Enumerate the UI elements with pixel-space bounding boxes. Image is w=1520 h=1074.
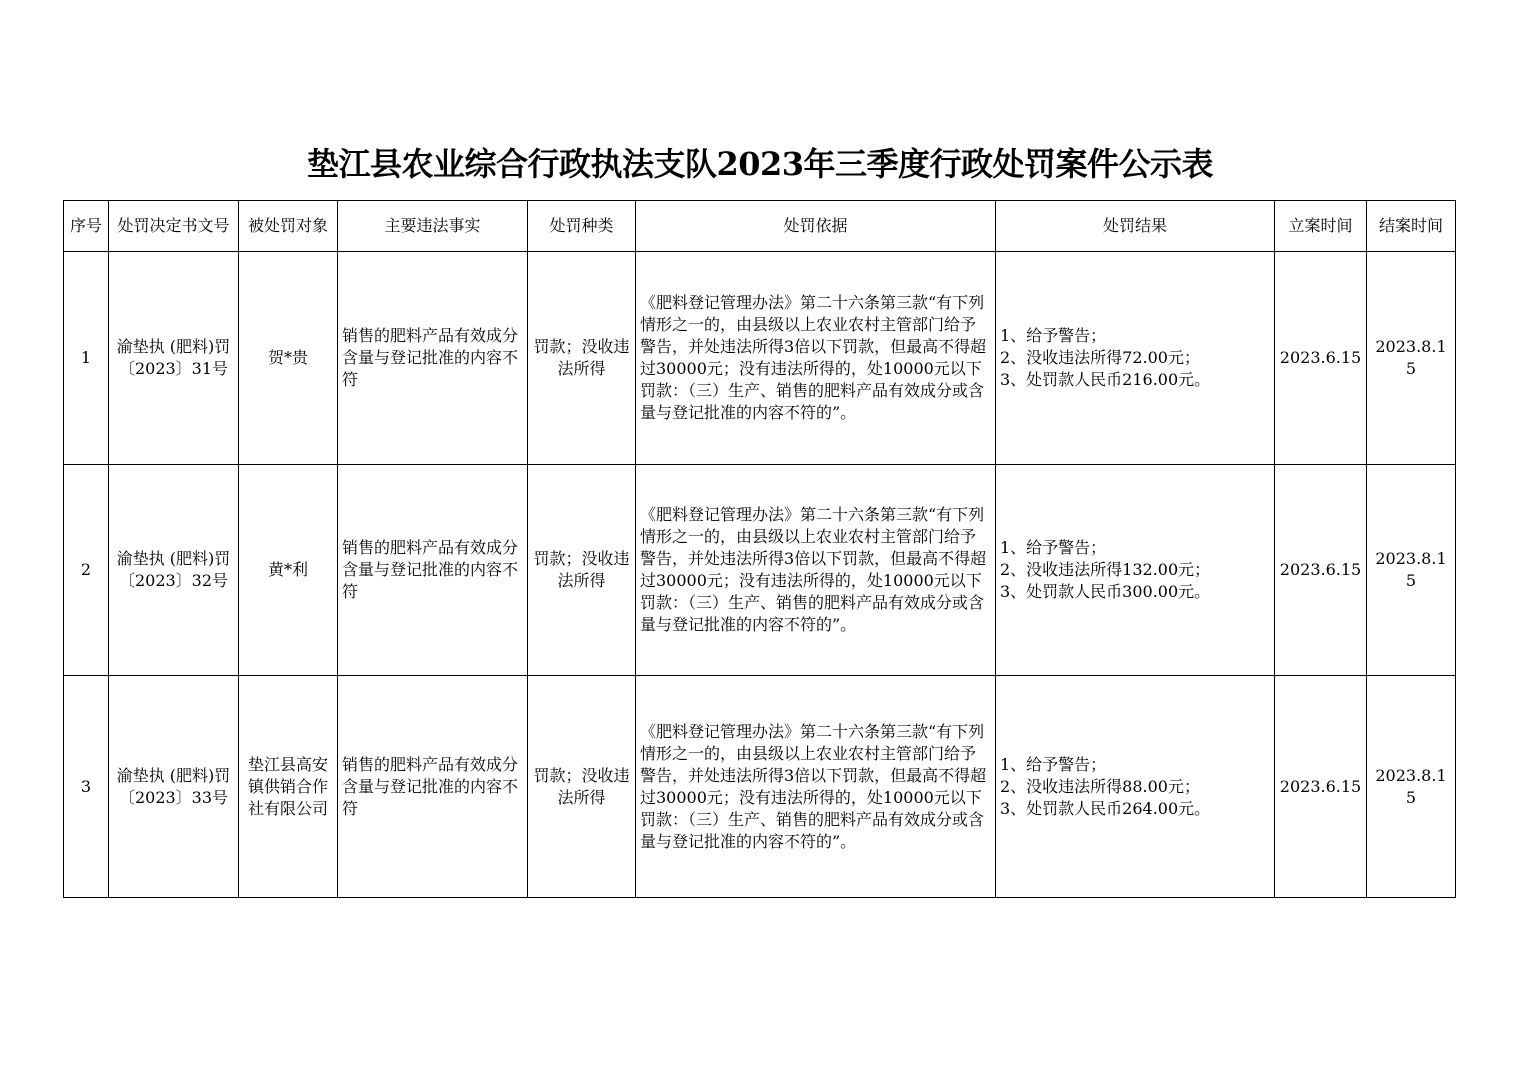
cell-closed: 2023.8.15 (1367, 465, 1456, 676)
cell-doc-no: 渝垫执 (肥料)罚〔2023〕31号 (109, 252, 239, 465)
header-cell-type: 处罚种类 (528, 201, 636, 252)
cell-result: 1、给予警告； 2、没收违法所得132.00元； 3、处罚款人民币300.00元。 (996, 465, 1275, 676)
cell-basis: 《肥料登记管理办法》第二十六条第三款“有下列情形之一的，由县级以上农业农村主管部门给予警告，并处违法所得3倍以下罚款，但最高不得超过30000元；没有违法所得的，处10000元以下罚款：（三）生产、销售的肥料产品有效成分或含量与登记批准的内容不符的”。 (636, 252, 996, 465)
cell-basis: 《肥料登记管理办法》第二十六条第三款“有下列情形之一的，由县级以上农业农村主管部门给予警告，并处违法所得3倍以下罚款，但最高不得超过30000元；没有违法所得的，处10000元以下罚款：（三）生产、销售的肥料产品有效成分或含量与登记批准的内容不符的”。 (636, 465, 996, 676)
cell-filed: 2023.6.15 (1275, 252, 1367, 465)
header-cell-doc-no: 处罚决定书文号 (109, 201, 239, 252)
cell-doc-no: 渝垫执 (肥料)罚〔2023〕33号 (109, 676, 239, 898)
cell-facts: 销售的肥料产品有效成分含量与登记批准的内容不符 (338, 252, 528, 465)
header-cell-facts: 主要违法事实 (338, 201, 528, 252)
header-cell-target: 被处罚对象 (239, 201, 338, 252)
cell-basis: 《肥料登记管理办法》第二十六条第三款“有下列情形之一的，由县级以上农业农村主管部门给予警告，并处违法所得3倍以下罚款，但最高不得超过30000元；没有违法所得的，处10000元以下罚款：（三）生产、销售的肥料产品有效成分或含量与登记批准的内容不符的”。 (636, 676, 996, 898)
cell-target: 贺*贵 (239, 252, 338, 465)
cell-type: 罚款；没收违法所得 (528, 676, 636, 898)
table-row (64, 676, 1456, 898)
cell-no: 3 (64, 676, 109, 898)
cell-filed: 2023.6.15 (1275, 676, 1367, 898)
cell-no: 1 (64, 252, 109, 465)
table-row (64, 252, 1456, 465)
table-row (64, 465, 1456, 676)
cell-target: 垫江县高安镇供销合作社有限公司 (239, 676, 338, 898)
cell-closed: 2023.8.15 (1367, 676, 1456, 898)
penalty-cases-table (63, 200, 1456, 898)
header-cell-result: 处罚结果 (996, 201, 1275, 252)
cell-no: 2 (64, 465, 109, 676)
cell-type: 罚款；没收违法所得 (528, 465, 636, 676)
header-cell-filed: 立案时间 (1275, 201, 1367, 252)
header-cell-closed: 结案时间 (1367, 201, 1456, 252)
cell-filed: 2023.6.15 (1275, 465, 1367, 676)
page-title: 垫江县农业综合行政执法支队2023年三季度行政处罚案件公示表 (306, 145, 1214, 183)
cell-closed: 2023.8.15 (1367, 252, 1456, 465)
table-header-row (64, 201, 1456, 252)
header-cell-no: 序号 (64, 201, 109, 252)
header-cell-basis: 处罚依据 (636, 201, 996, 252)
cell-type: 罚款；没收违法所得 (528, 252, 636, 465)
cell-facts: 销售的肥料产品有效成分含量与登记批准的内容不符 (338, 465, 528, 676)
cell-result: 1、给予警告； 2、没收违法所得72.00元； 3、处罚款人民币216.00元。 (996, 252, 1275, 465)
cell-facts: 销售的肥料产品有效成分含量与登记批准的内容不符 (338, 676, 528, 898)
cell-doc-no: 渝垫执 (肥料)罚〔2023〕32号 (109, 465, 239, 676)
cell-result: 1、给予警告； 2、没收违法所得88.00元； 3、处罚款人民币264.00元。 (996, 676, 1275, 898)
cell-target: 黄*利 (239, 465, 338, 676)
